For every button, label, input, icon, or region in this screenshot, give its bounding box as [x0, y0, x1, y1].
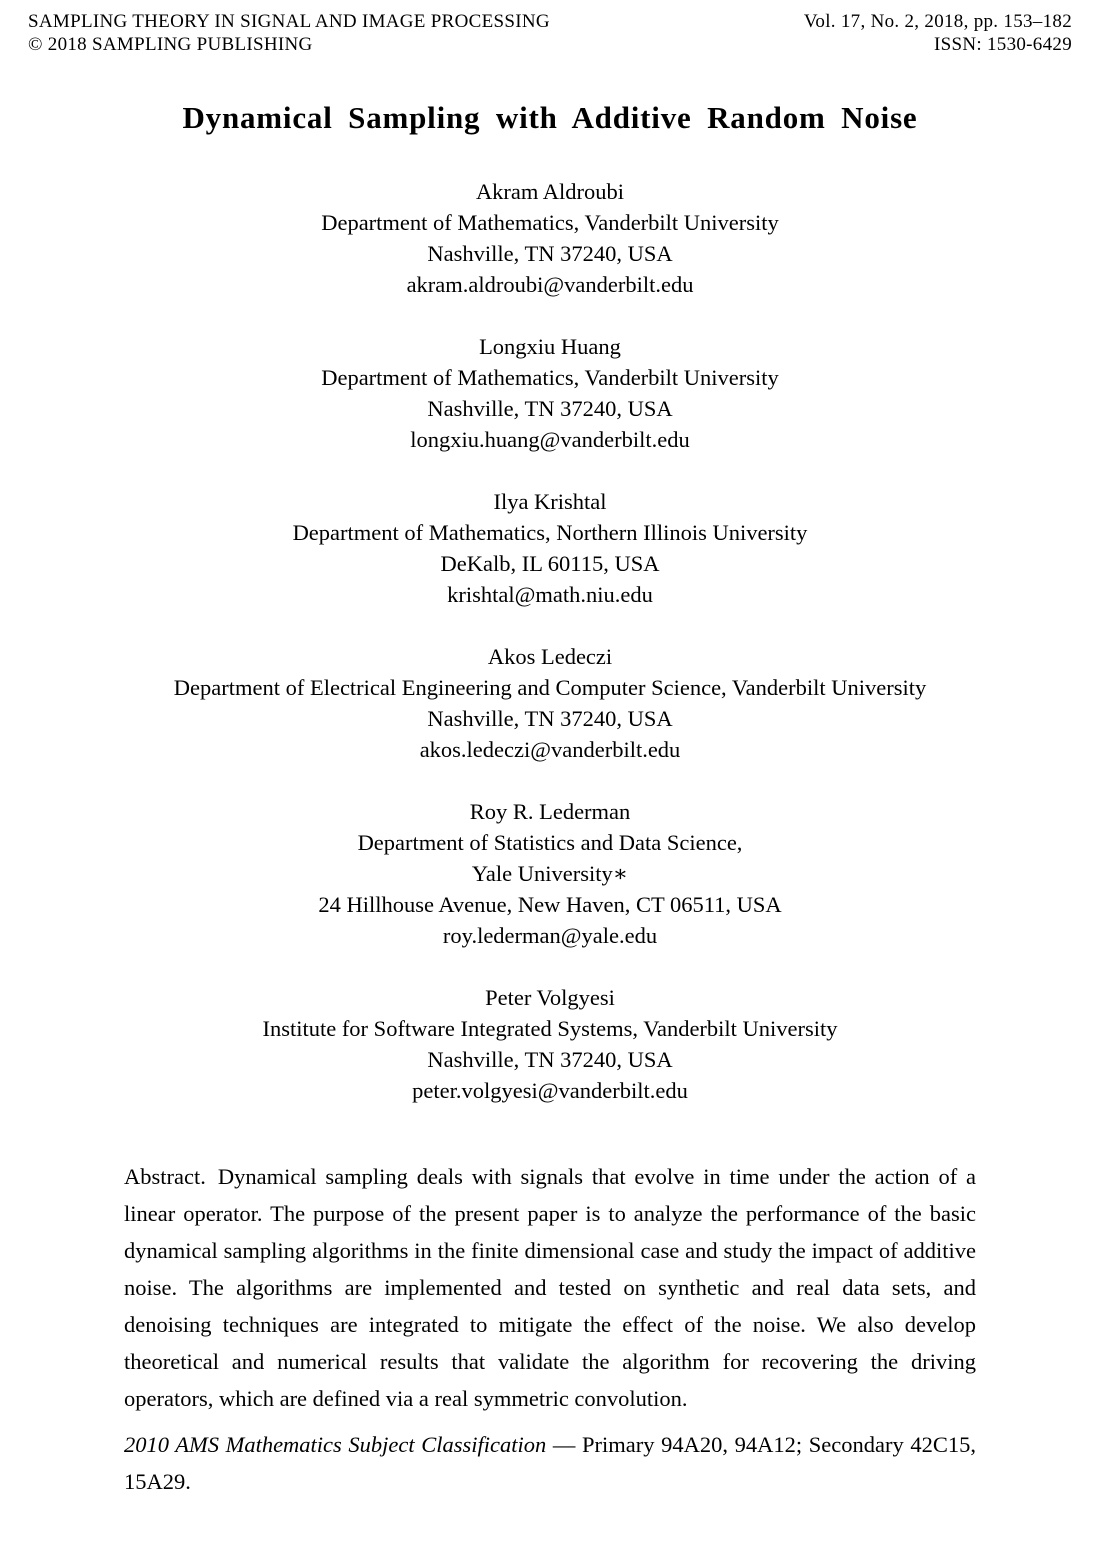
abstract-section — [124, 1158, 976, 1500]
author-affiliation: Department of Mathematics, Vanderbilt University — [321, 210, 779, 235]
author-affiliation: Institute for Software Integrated Systems, Vanderbilt University — [262, 1016, 838, 1041]
author-email: krishtal@math.niu.edu — [447, 582, 653, 607]
author-address: DeKalb, IL 60115, USA — [440, 551, 660, 576]
author-block-huang — [28, 331, 1072, 455]
author-address: Nashville, TN 37240, USA — [427, 706, 673, 731]
author-email: akos.ledeczi@vanderbilt.edu — [419, 737, 681, 762]
journal-header-right — [804, 10, 1072, 56]
author-block-volgyesi — [28, 982, 1072, 1106]
paper-title: Dynamical Sampling with Additive Random Noise — [182, 100, 918, 135]
abstract-label: Abstract. — [124, 1164, 206, 1189]
author-block-aldroubi — [28, 176, 1072, 300]
author-block-ledeczi — [28, 641, 1072, 765]
ams-classification-title: 2010 AMS Mathematics Subject Classification — [124, 1432, 547, 1457]
author-email: longxiu.huang@vanderbilt.edu — [410, 427, 690, 452]
authors-section — [28, 176, 1072, 1106]
author-block-lederman — [28, 796, 1072, 951]
author-name: Peter Volgyesi — [485, 985, 615, 1010]
author-affiliation: Department of Statistics and Data Science, — [357, 830, 743, 855]
author-name: Ilya Krishtal — [493, 489, 607, 514]
author-address: Nashville, TN 37240, USA — [427, 396, 673, 421]
author-address: 24 Hillhouse Avenue, New Haven, CT 06511, USA — [318, 892, 782, 917]
author-name: Akram Aldroubi — [475, 179, 625, 204]
author-affiliation: Department of Electrical Engineering and Computer Science, Vanderbilt University — [173, 675, 927, 700]
abstract-body: Dynamical sampling deals with signals that evolve in time under the action of a linear operator. The purpose of the present paper is to analyze the performance of the basic dynamical sampling algorithms in the finite dimensional case and study the impact of additive noise. The algorithms are implemented and tested on synthetic and real data sets, and denoising techniques are integrated to mitigate the effect of the noise. We also develop theoretical and numerical results that validate the algorithm for recovering the driving operators, which are defined via a real symmetric convolution. — [124, 1164, 976, 1411]
volume-info: Vol. 17, No. 2, 2018, pp. 153–182 — [803, 11, 1072, 32]
journal-header-left — [28, 10, 550, 56]
journal-name: SAMPLING THEORY IN SIGNAL AND IMAGE PROCESSING — [28, 11, 550, 32]
author-address: Nashville, TN 37240, USA — [427, 241, 673, 266]
issn-line: ISSN: 1530-6429 — [933, 34, 1072, 55]
author-affiliation: Department of Mathematics, Northern Illinois University — [292, 520, 808, 545]
abstract-paragraph — [124, 1158, 976, 1417]
author-address: Nashville, TN 37240, USA — [427, 1047, 673, 1072]
author-email: peter.volgyesi@vanderbilt.edu — [412, 1078, 688, 1103]
ams-classification — [124, 1426, 976, 1500]
journal-header — [28, 10, 1072, 56]
author-name: Longxiu Huang — [479, 334, 621, 359]
copyright-line: © 2018 SAMPLING PUBLISHING — [28, 34, 313, 55]
author-affiliation-line2: Yale University∗ — [471, 861, 629, 886]
author-email: roy.lederman@yale.edu — [442, 923, 658, 948]
author-name: Akos Ledeczi — [487, 644, 613, 669]
author-email: akram.aldroubi@vanderbilt.edu — [406, 272, 694, 297]
author-name: Roy R. Lederman — [469, 799, 631, 824]
ams-classification-codes: — Primary 94A20, 94A12; Secondary 42C15, 15A29. — [124, 1432, 976, 1494]
author-affiliation: Department of Mathematics, Vanderbilt University — [321, 365, 779, 390]
author-block-krishtal — [28, 486, 1072, 610]
